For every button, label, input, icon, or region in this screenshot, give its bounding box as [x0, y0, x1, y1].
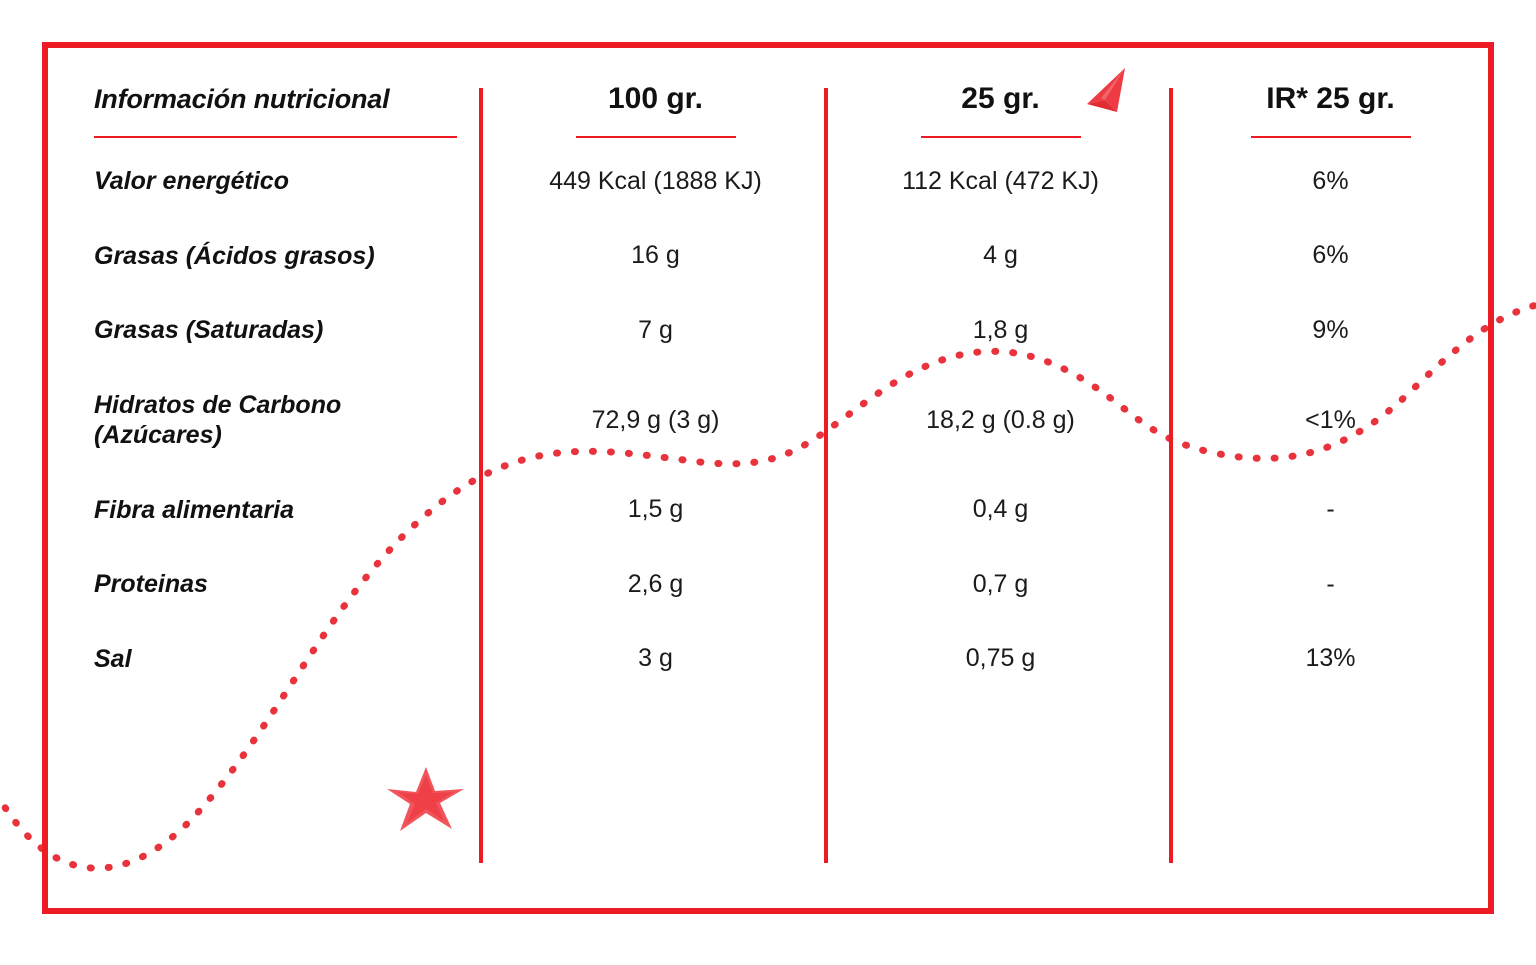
- row-value-ir-25g: 6%: [1312, 241, 1349, 270]
- underline-per-100g: [483, 130, 828, 144]
- nutrition-table: [48, 48, 1488, 696]
- row-value-ir-25g: 9%: [1312, 315, 1349, 344]
- row-value-per-100g: 72,9 g (3 g): [591, 405, 720, 434]
- row-label: Sal: [94, 644, 132, 673]
- row-label: Grasas (Saturadas): [94, 316, 324, 344]
- table-row: [48, 622, 1488, 697]
- row-label: Hidratos de Carbono (Azúcares): [94, 390, 342, 449]
- row-value-per-100g: 2,6 g: [627, 569, 684, 598]
- table-row: [48, 293, 1488, 368]
- row-value-per-25g: 18,2 g (0.8 g): [926, 405, 1075, 434]
- header-information: Información nutricional: [94, 83, 390, 114]
- row-value-ir-25g: <1%: [1305, 405, 1356, 434]
- row-value-per-25g: 0,7 g: [972, 569, 1029, 598]
- row-value-per-100g: 16 g: [631, 241, 680, 270]
- row-value-ir-25g: 13%: [1305, 644, 1356, 673]
- row-value-per-100g: 449 Kcal (1888 KJ): [549, 166, 762, 195]
- table-body: [48, 144, 1488, 696]
- header-underline-row: [48, 130, 1488, 144]
- row-value-ir-25g: -: [1326, 495, 1335, 524]
- table-row: [48, 219, 1488, 294]
- underline-ir-25g: [1173, 130, 1488, 144]
- table-row: [48, 144, 1488, 219]
- paper-plane-icon: [1075, 62, 1139, 131]
- row-value-per-25g: 112 Kcal (472 KJ): [902, 166, 1099, 195]
- header-per-100g: 100 gr.: [607, 82, 704, 115]
- header-per-25g: 25 gr.: [961, 82, 1040, 115]
- row-value-per-25g: 0,75 g: [965, 644, 1036, 673]
- row-value-per-25g: 1,8 g: [972, 315, 1029, 344]
- row-label: Fibra alimentaria: [94, 495, 295, 524]
- row-label: Valor energético: [94, 167, 289, 195]
- table-header: [48, 48, 1488, 144]
- underline-information: [48, 130, 483, 144]
- row-value-ir-25g: -: [1326, 569, 1335, 598]
- row-value-ir-25g: 6%: [1312, 166, 1349, 195]
- row-label: Proteinas: [94, 570, 208, 598]
- table-row: [48, 368, 1488, 473]
- row-label: Grasas (Ácidos grasos): [94, 241, 375, 270]
- row-value-per-25g: 0,4 g: [972, 495, 1029, 524]
- row-value-per-100g: 3 g: [638, 644, 673, 673]
- underline-per-25g: [828, 130, 1173, 144]
- row-value-per-100g: 1,5 g: [627, 495, 684, 524]
- star-icon: [380, 755, 472, 852]
- row-value-per-100g: 7 g: [638, 315, 673, 344]
- header-row: [48, 48, 1488, 130]
- header-ir-25g: IR* 25 gr.: [1266, 82, 1395, 115]
- table-row: [48, 473, 1488, 548]
- table-row: [48, 547, 1488, 622]
- row-value-per-25g: 4 g: [983, 241, 1018, 270]
